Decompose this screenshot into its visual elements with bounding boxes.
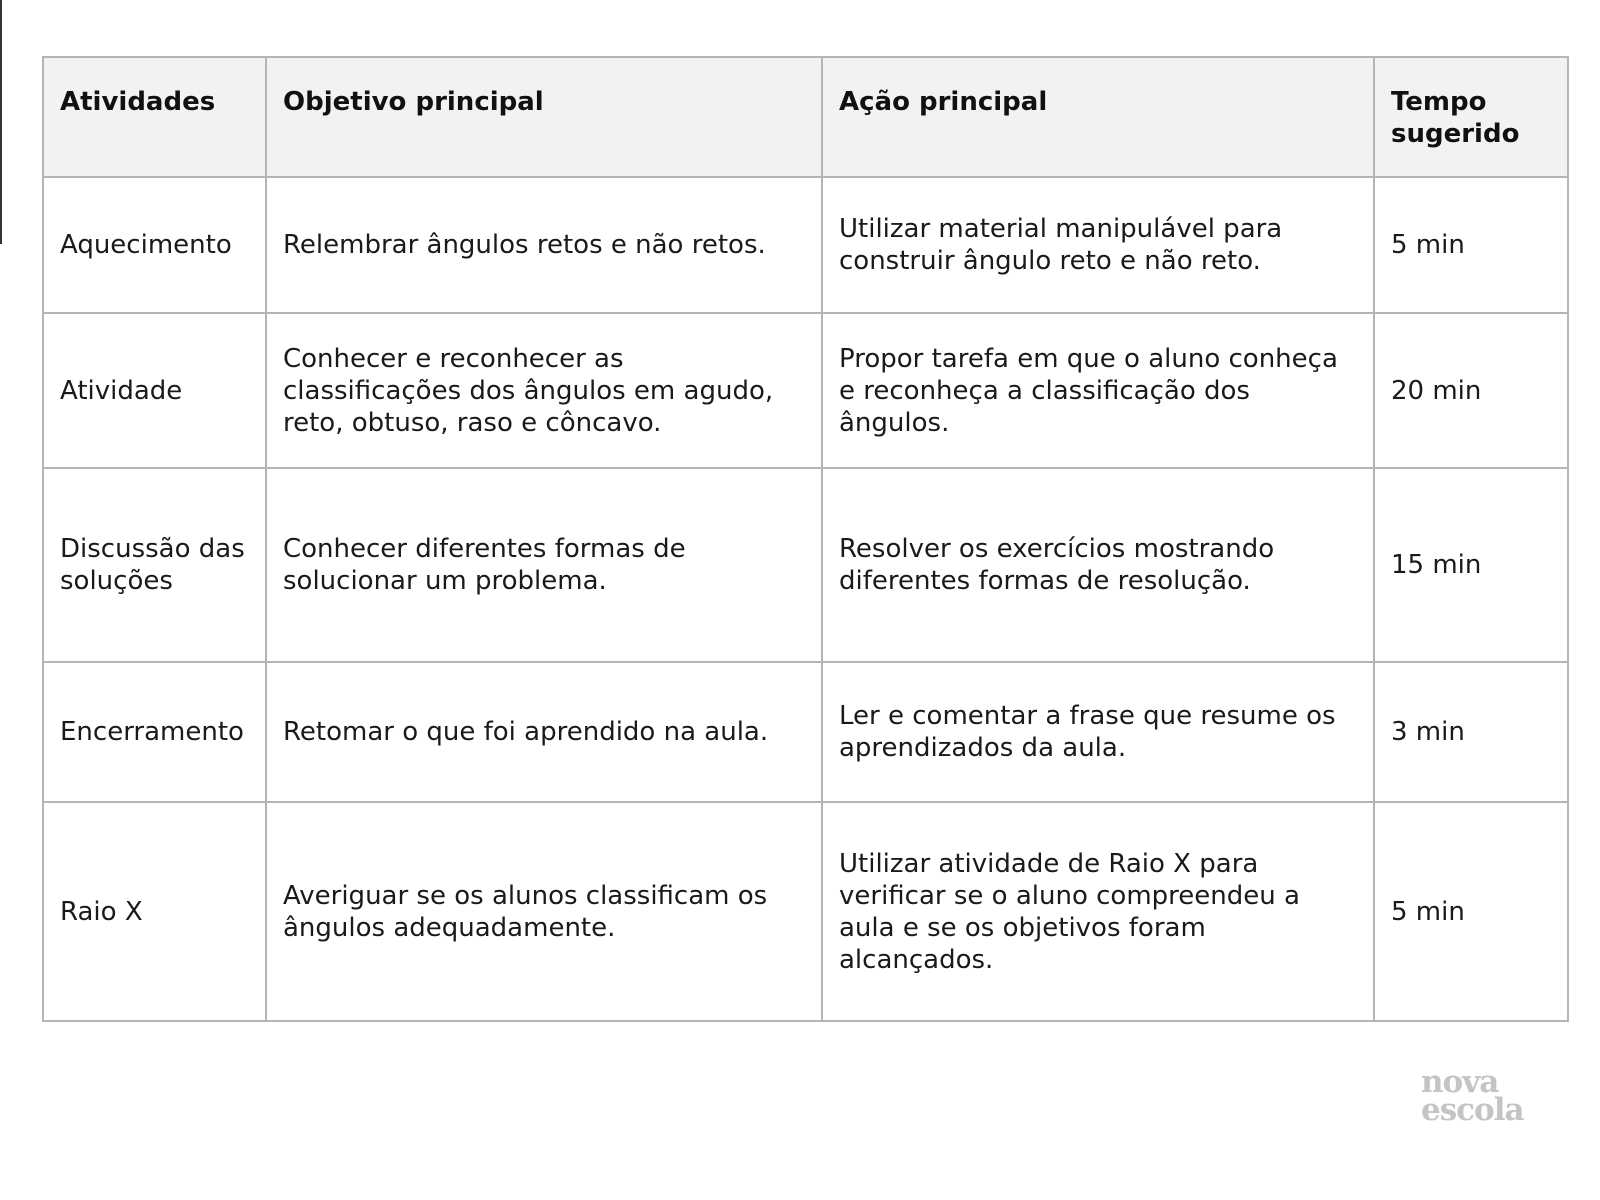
header-objetivo-principal: Objetivo principal — [266, 57, 822, 177]
cell-acao: Propor tarefa em que o aluno conheça e reconheça a classificação dos ângulos. — [822, 313, 1374, 468]
cell-atividade: Aquecimento — [43, 177, 266, 313]
cell-acao: Resolver os exercícios mostrando diferentes formas de resolução. — [822, 468, 1374, 662]
cell-acao: Ler e comentar a frase que resume os aprendizados da aula. — [822, 662, 1374, 802]
table-row — [43, 177, 1568, 313]
cell-objetivo: Conhecer e reconhecer as classificações dos ângulos em agudo, reto, obtuso, raso e côncavo. — [266, 313, 822, 468]
cell-objetivo: Conhecer diferentes formas de solucionar um problema. — [266, 468, 822, 662]
cell-atividade: Encerramento — [43, 662, 266, 802]
cell-objetivo: Retomar o que foi aprendido na aula. — [266, 662, 822, 802]
left-edge-marker — [0, 0, 2, 244]
table-row — [43, 802, 1568, 1021]
cell-tempo: 20 min — [1374, 313, 1568, 468]
cell-atividade: Discussão das soluções — [43, 468, 266, 662]
table-row — [43, 313, 1568, 468]
cell-tempo: 3 min — [1374, 662, 1568, 802]
cell-acao: Utilizar material manipulável para construir ângulo reto e não reto. — [822, 177, 1374, 313]
header-tempo-sugerido: Tempo sugerido — [1374, 57, 1568, 177]
cell-acao: Utilizar atividade de Raio X para verificar se o aluno compreendeu a aula e se os objetivos foram alcançados. — [822, 802, 1374, 1021]
nova-escola-logo — [1421, 1064, 1541, 1128]
cell-objetivo: Averiguar se os alunos classificam os ângulos adequadamente. — [266, 802, 822, 1021]
table-header-row — [43, 57, 1568, 177]
logo-line-nova: nova — [1421, 1064, 1499, 1100]
cell-atividade: Atividade — [43, 313, 266, 468]
cell-tempo: 5 min — [1374, 802, 1568, 1021]
cell-atividade: Raio X — [43, 802, 266, 1021]
table-row — [43, 662, 1568, 802]
lesson-plan-table — [42, 56, 1569, 1022]
logo-line-escola: escola — [1421, 1092, 1524, 1128]
cell-tempo: 5 min — [1374, 177, 1568, 313]
header-atividades: Atividades — [43, 57, 266, 177]
header-acao-principal: Ação principal — [822, 57, 1374, 177]
cell-tempo: 15 min — [1374, 468, 1568, 662]
table-row — [43, 468, 1568, 662]
cell-objetivo: Relembrar ângulos retos e não retos. — [266, 177, 822, 313]
